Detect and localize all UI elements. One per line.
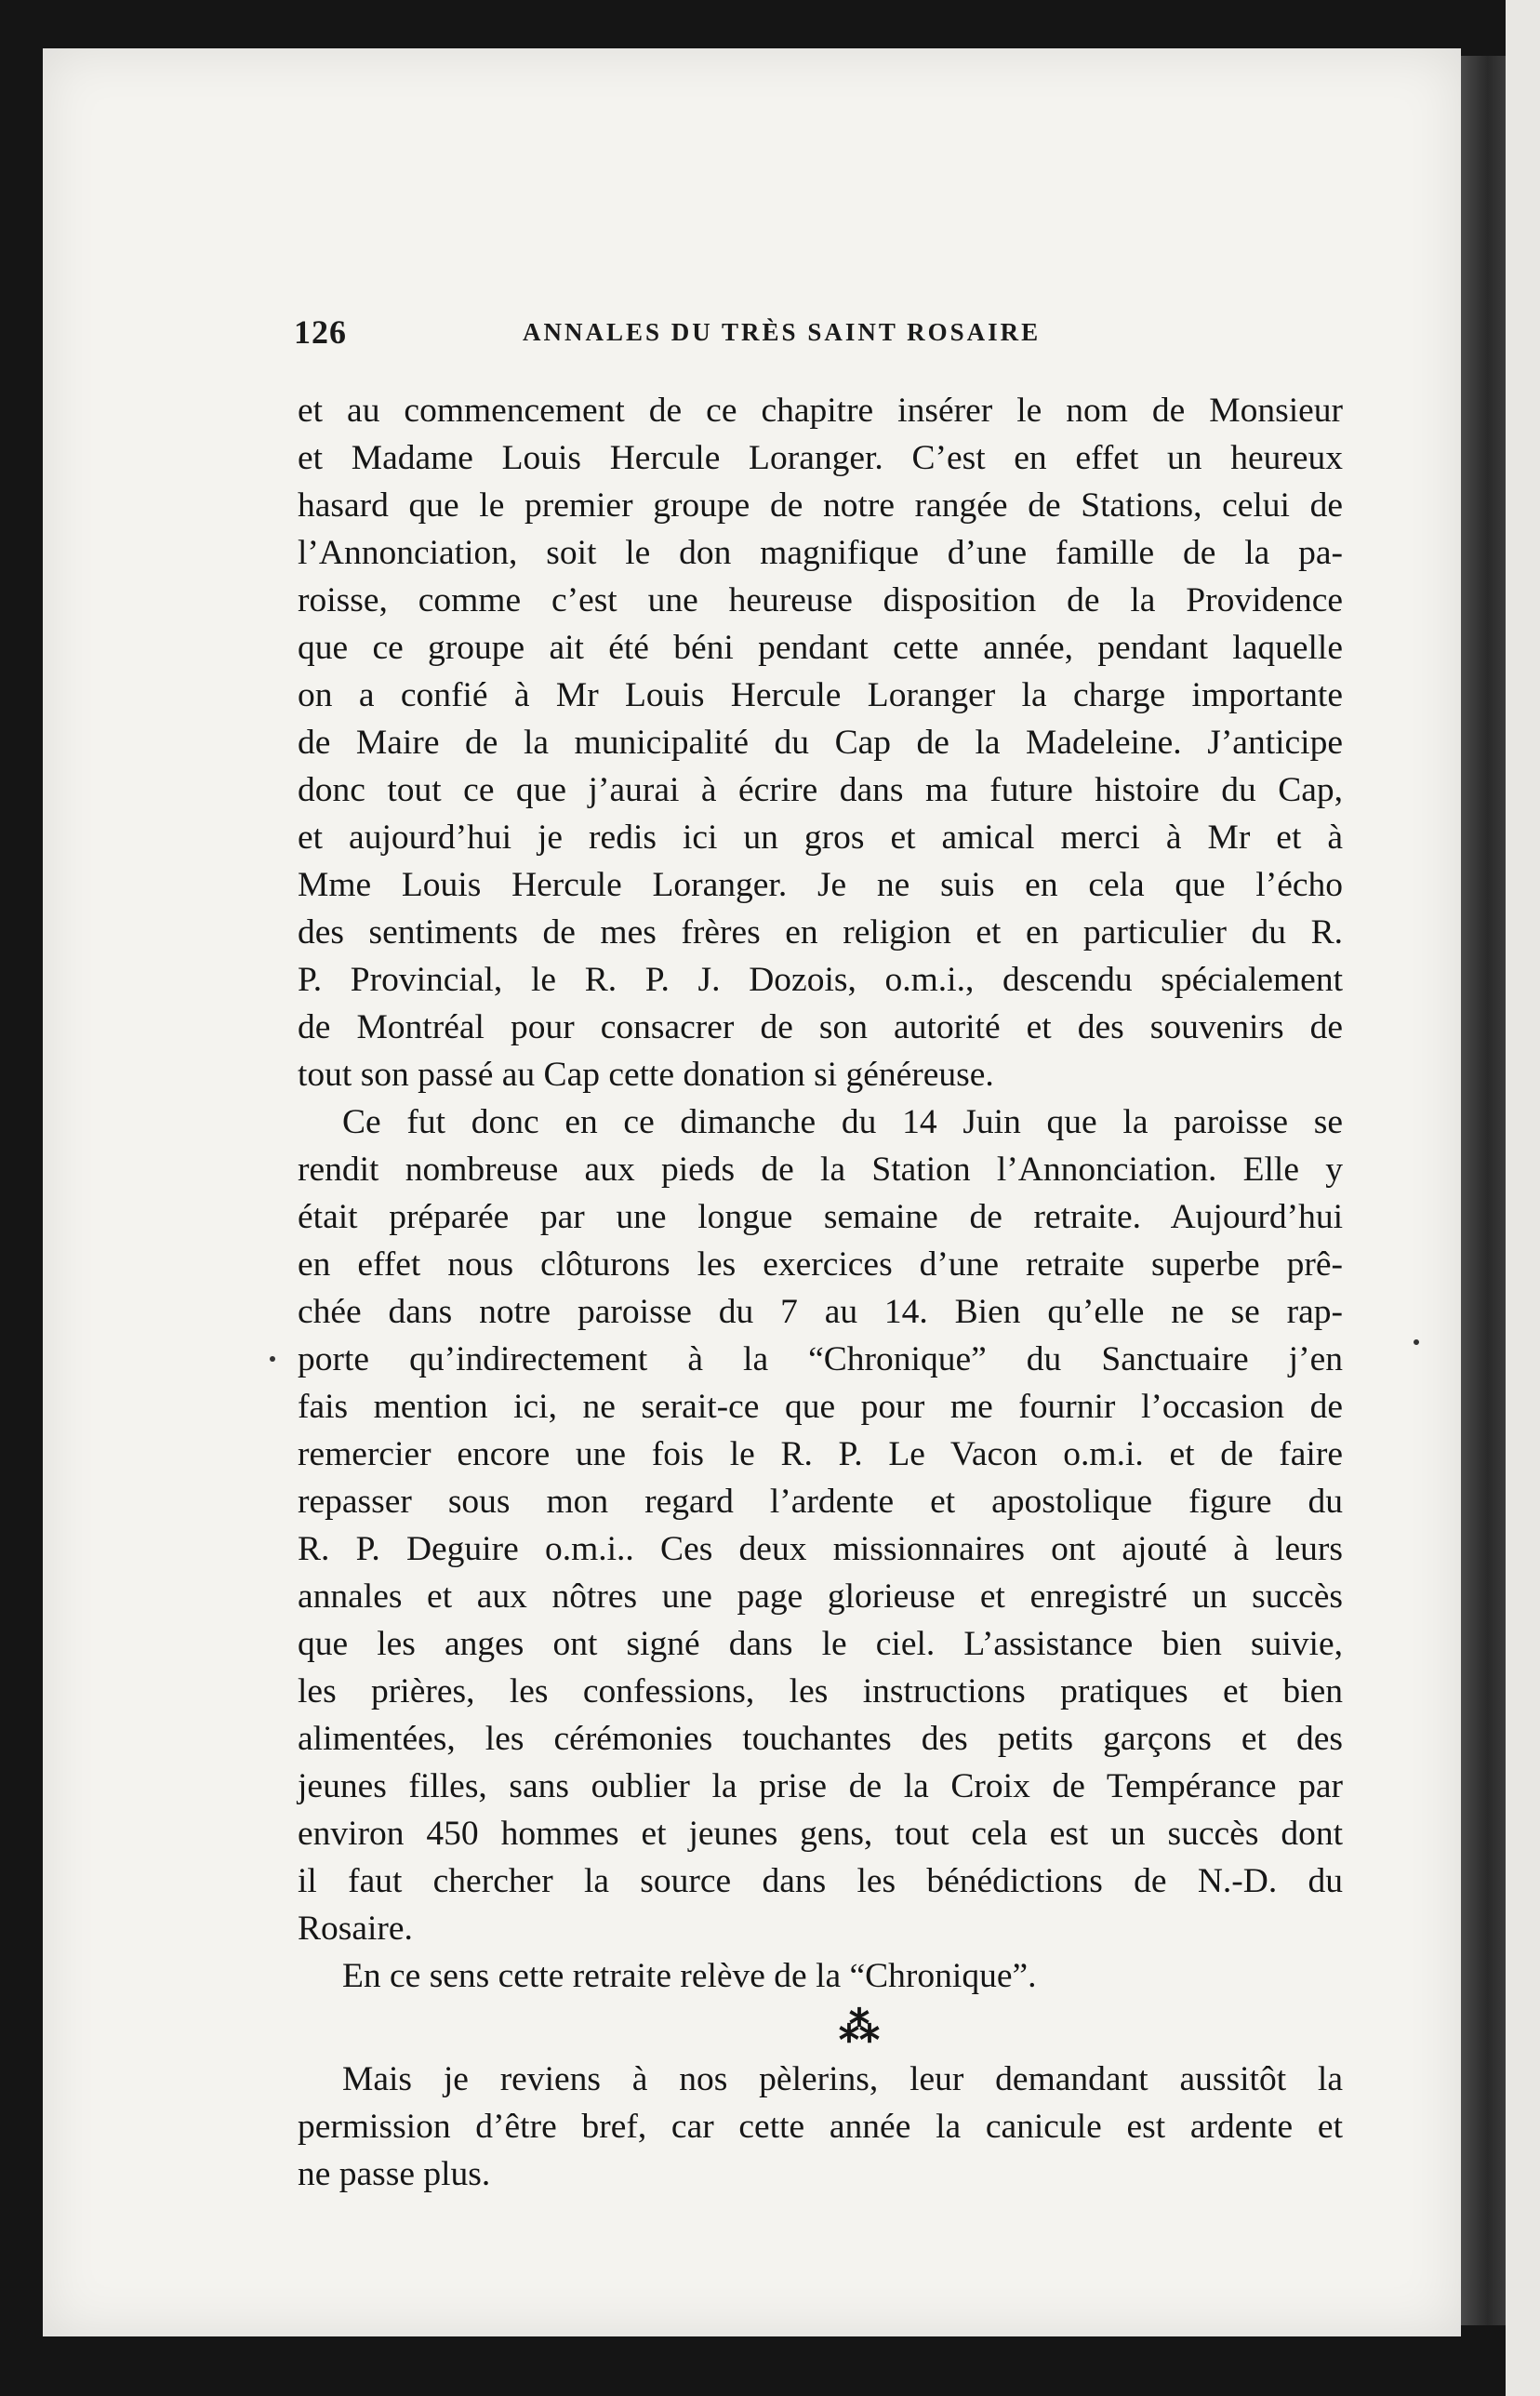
text-line: de Maire de la municipalité du Cap de la Madeleine. J’anticipe xyxy=(298,724,1343,762)
speck xyxy=(270,1356,275,1362)
facing-page-edge xyxy=(1506,0,1540,2396)
text-line: alimentées, les cérémonies touchantes des petits garçons et des xyxy=(298,1720,1343,1758)
body-text xyxy=(298,387,1343,2198)
speck xyxy=(1414,1339,1419,1345)
text-line: et aujourd’hui je redis ici un gros et amical merci à Mr et à xyxy=(298,819,1343,857)
book-spine xyxy=(1461,56,1506,2325)
text-line: rendit nombreuse aux pieds de la Station l’Annonciation. Elle y xyxy=(298,1151,1343,1189)
text-line: que ce groupe ait été béni pendant cette année, pendant laquelle xyxy=(298,629,1343,667)
running-head xyxy=(294,313,1326,368)
text-line: Mais je reviens à nos pèlerins, leur demandant aussitôt la xyxy=(342,2060,1343,2098)
asterism: ⁂ xyxy=(839,2004,876,2050)
text-line: P. Provincial, le R. P. J. Dozois, o.m.i., descendu spécialement xyxy=(298,961,1343,999)
text-line: porte qu’indirectement à la “Chronique” du Sanctuaire j’en xyxy=(298,1340,1343,1378)
text-line: les prières, les confessions, les instructions pratiques et bien xyxy=(298,1672,1343,1710)
text-line: remercier encore une fois le R. P. Le Vacon o.m.i. et de faire xyxy=(298,1435,1343,1473)
text-line: environ 450 hommes et jeunes gens, tout cela est un succès dont xyxy=(298,1815,1343,1853)
text-line: était préparée par une longue semaine de retraite. Aujourd’hui xyxy=(298,1198,1343,1236)
text-line: l’Annonciation, soit le don magnifique d’une famille de la pa- xyxy=(298,534,1343,572)
text-line: R. P. Deguire o.m.i.. Ces deux missionnaires ont ajouté à leurs xyxy=(298,1530,1343,1568)
text-line: en effet nous clôturons les exercices d’une retraite superbe prê- xyxy=(298,1245,1343,1284)
text-line: et Madame Louis Hercule Loranger. C’est en effet un heureux xyxy=(298,439,1343,477)
text-line: donc tout ce que j’aurai à écrire dans ma future histoire du Cap, xyxy=(298,771,1343,809)
text-line: de Montréal pour consacrer de son autorité et des souvenirs de xyxy=(298,1008,1343,1046)
text-line: chée dans notre paroisse du 7 au 14. Bien qu’elle ne se rap- xyxy=(298,1293,1343,1331)
text-line: roisse, comme c’est une heureuse disposition de la Providence xyxy=(298,581,1343,619)
text-line: il faut chercher la source dans les bénédictions de N.-D. du xyxy=(298,1862,1343,1900)
text-line: ne passe plus. xyxy=(298,2155,491,2193)
text-line: hasard que le premier groupe de notre rangée de Stations, celui de xyxy=(298,486,1343,525)
text-line: que les anges ont signé dans le ciel. L’assistance bien suivie, xyxy=(298,1625,1343,1663)
text-line: Ce fut donc en ce dimanche du 14 Juin que la paroisse se xyxy=(342,1103,1343,1141)
text-line: permission d’être bref, car cette année la canicule est ardente et xyxy=(298,2108,1343,2146)
text-line: fais mention ici, ne serait-ce que pour me fournir l’occasion de xyxy=(298,1388,1343,1426)
running-title: ANNALES DU TRÈS SAINT ROSAIRE xyxy=(523,318,1042,346)
text-line: on a confié à Mr Louis Hercule Loranger la charge importante xyxy=(298,676,1343,714)
text-line: Mme Louis Hercule Loranger. Je ne suis en cela que l’écho xyxy=(298,866,1343,904)
text-line: et au commencement de ce chapitre insérer le nom de Monsieur xyxy=(298,392,1343,430)
text-line: Rosaire. xyxy=(298,1910,413,1948)
text-line: repasser sous mon regard l’ardente et apostolique figure du xyxy=(298,1483,1343,1521)
text-line: tout son passé au Cap cette donation si généreuse. xyxy=(298,1056,994,1094)
text-line: En ce sens cette retraite relève de la “Chronique”. xyxy=(342,1957,1037,1995)
text-line: des sentiments de mes frères en religion et en particulier du R. xyxy=(298,913,1343,952)
text-line: jeunes filles, sans oublier la prise de la Croix de Tempérance par xyxy=(298,1767,1343,1805)
page-number: 126 xyxy=(294,313,347,351)
text-line: annales et aux nôtres une page glorieuse et enregistré un succès xyxy=(298,1577,1343,1616)
